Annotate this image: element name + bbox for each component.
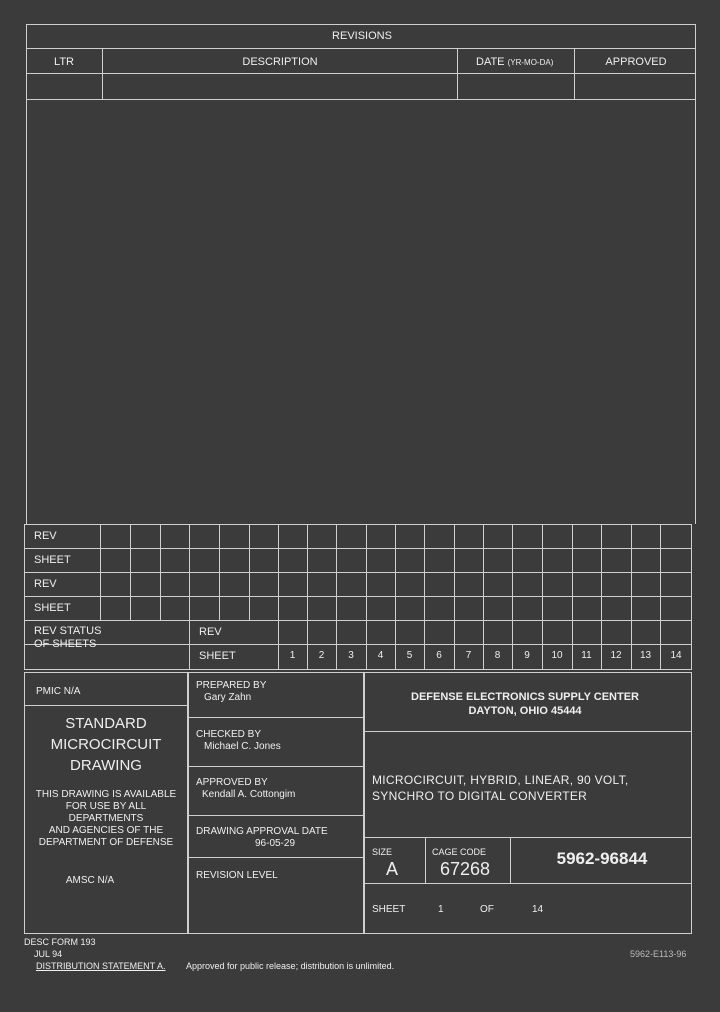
prepared-by-label: PREPARED BY [196,680,267,691]
sheet-number: 5 [406,650,413,661]
availability-line: AND AGENCIES OF THE [48,825,164,836]
rev-grid-col-line [189,524,190,620]
title-microcircuit: MICROCIRCUIT [50,736,162,753]
signature-divider [188,857,364,858]
rev-grid-col-line [278,524,279,620]
col-date: DATE (YR-MO-DA) [476,56,554,68]
sheet-number: 7 [465,650,472,661]
distribution-text: Approved for public release; distribution is unlimited. [186,961,395,971]
rev-grid-col-line [130,524,131,620]
size-cage-divider [425,837,426,883]
rev-grid-row-line [24,596,692,597]
left-panel-divider [24,705,188,706]
availability-line: DEPARTMENT OF DEFENSE [38,837,174,848]
title-block-divider [364,883,692,884]
approval-date-label: DRAWING APPROVAL DATE [196,826,328,837]
rev-grid-col-line [219,524,220,620]
title-drawing: DRAWING [70,757,142,774]
rev-row-label: REV [34,578,57,590]
prepared-by-name: Gary Zahn [204,692,252,703]
col-description: DESCRIPTION [242,56,318,68]
frame-left [26,100,27,524]
size-label: SIZE [372,847,393,857]
title-standard: STANDARD [65,715,147,732]
form-number: DESC FORM 193 [24,937,96,947]
sheet-number: 13 [639,650,652,661]
availability-line: FOR USE BY ALL [65,801,147,812]
drawing-number: 5962-96844 [556,849,648,868]
title-block-divider [364,731,692,732]
col-approved: APPROVED [605,56,667,68]
signature-divider [188,717,364,718]
rev-grid-col-line [336,524,337,620]
rev-grid-col-line [483,524,484,620]
agency-address: DAYTON, OHIO 45444 [468,705,582,717]
rev-grid-col-line [572,524,573,620]
of-label: OF [480,904,494,915]
pmic-label: PMIC N/A [36,686,81,697]
revisions-title: REVISIONS [332,30,392,42]
revisions-col-line [102,48,103,100]
form-code: 5962-E113-96 [630,949,687,959]
rev-grid-col-line [395,524,396,620]
rev-grid-col-line [660,524,661,620]
rev-grid-col-line [631,524,632,620]
signature-divider [188,815,364,816]
revisions-divider [26,48,696,49]
cage-number-divider [510,837,511,883]
drawing-description: MICROCIRCUIT, HYBRID, LINEAR, 90 VOLT, [372,773,629,787]
approved-by-label: APPROVED BY [196,777,268,788]
size-value: A [386,859,399,879]
approval-date: 96-05-29 [254,838,296,849]
rev-grid-col-line [601,524,602,620]
cage-code-value: 67268 [440,859,491,879]
rev-grid-row-line [24,548,692,549]
availability-line: THIS DRAWING IS AVAILABLE [35,789,177,800]
cage-code-label: CAGE CODE [432,847,487,857]
sheet-number: 1 [289,650,296,661]
col-ltr: LTR [54,56,74,68]
sheet-number: 4 [377,650,384,661]
rev-grid-col-line [189,620,190,670]
form-date: JUL 94 [34,949,63,959]
sheet-value: 1 [438,904,444,915]
distribution-label: DISTRIBUTION STATEMENT A. [36,961,166,971]
sheet-row-label: SHEET [34,602,71,614]
revisions-col-line [457,48,458,100]
rev-row-label: REV [199,626,222,638]
agency-name: DEFENSE ELECTRONICS SUPPLY CENTER [411,691,639,703]
approved-by-name: Kendall A. Cottongim [202,789,296,800]
rev-grid-col-line [454,524,455,620]
rev-grid-col-line [249,524,250,620]
rev-grid-col-line [160,524,161,620]
sheet-number: 10 [551,650,563,661]
title-block-divider [364,837,692,838]
rev-grid-col-line [424,524,425,620]
revisions-header-line [26,73,696,74]
checked-by-label: CHECKED BY [196,729,262,740]
rev-status-label: OF SHEETS [34,638,97,650]
rev-grid-row-line [24,620,692,621]
availability-line: DEPARTMENTS [68,813,144,824]
sheet-label: SHEET [372,904,406,915]
rev-grid-col-line [542,524,543,620]
signature-divider [188,766,364,767]
sheet-number: 8 [494,650,501,661]
revision-level-label: REVISION LEVEL [196,870,278,881]
sheet-row-label: SHEET [34,554,71,566]
rev-grid-col-line [307,524,308,620]
sheet-number: 11 [581,650,592,661]
sheet-number: 6 [436,650,442,661]
rev-grid-col-line [100,524,101,620]
sheet-number: 12 [610,650,622,661]
rev-grid-col-line [366,524,367,620]
revisions-col-line [574,48,575,100]
sheet-row-label: SHEET [199,650,236,662]
of-value: 14 [532,904,544,915]
sheet-number: 14 [670,650,682,661]
rev-row-label: REV [34,530,57,542]
frame-right [695,100,696,524]
rev-status-grid [24,524,692,670]
sheet-number: 2 [318,650,325,661]
rev-grid-row-line [24,572,692,573]
rev-grid-col-line [512,524,513,620]
amsc-label: AMSC N/A [65,875,115,886]
signature-column [188,672,364,934]
sheet-number: 3 [348,650,354,661]
drawing-description: SYNCHRO TO DIGITAL CONVERTER [372,789,588,803]
sheet-number: 9 [524,650,530,661]
rev-status-label: REV STATUS [34,625,102,637]
checked-by-name: Michael C. Jones [204,741,281,752]
